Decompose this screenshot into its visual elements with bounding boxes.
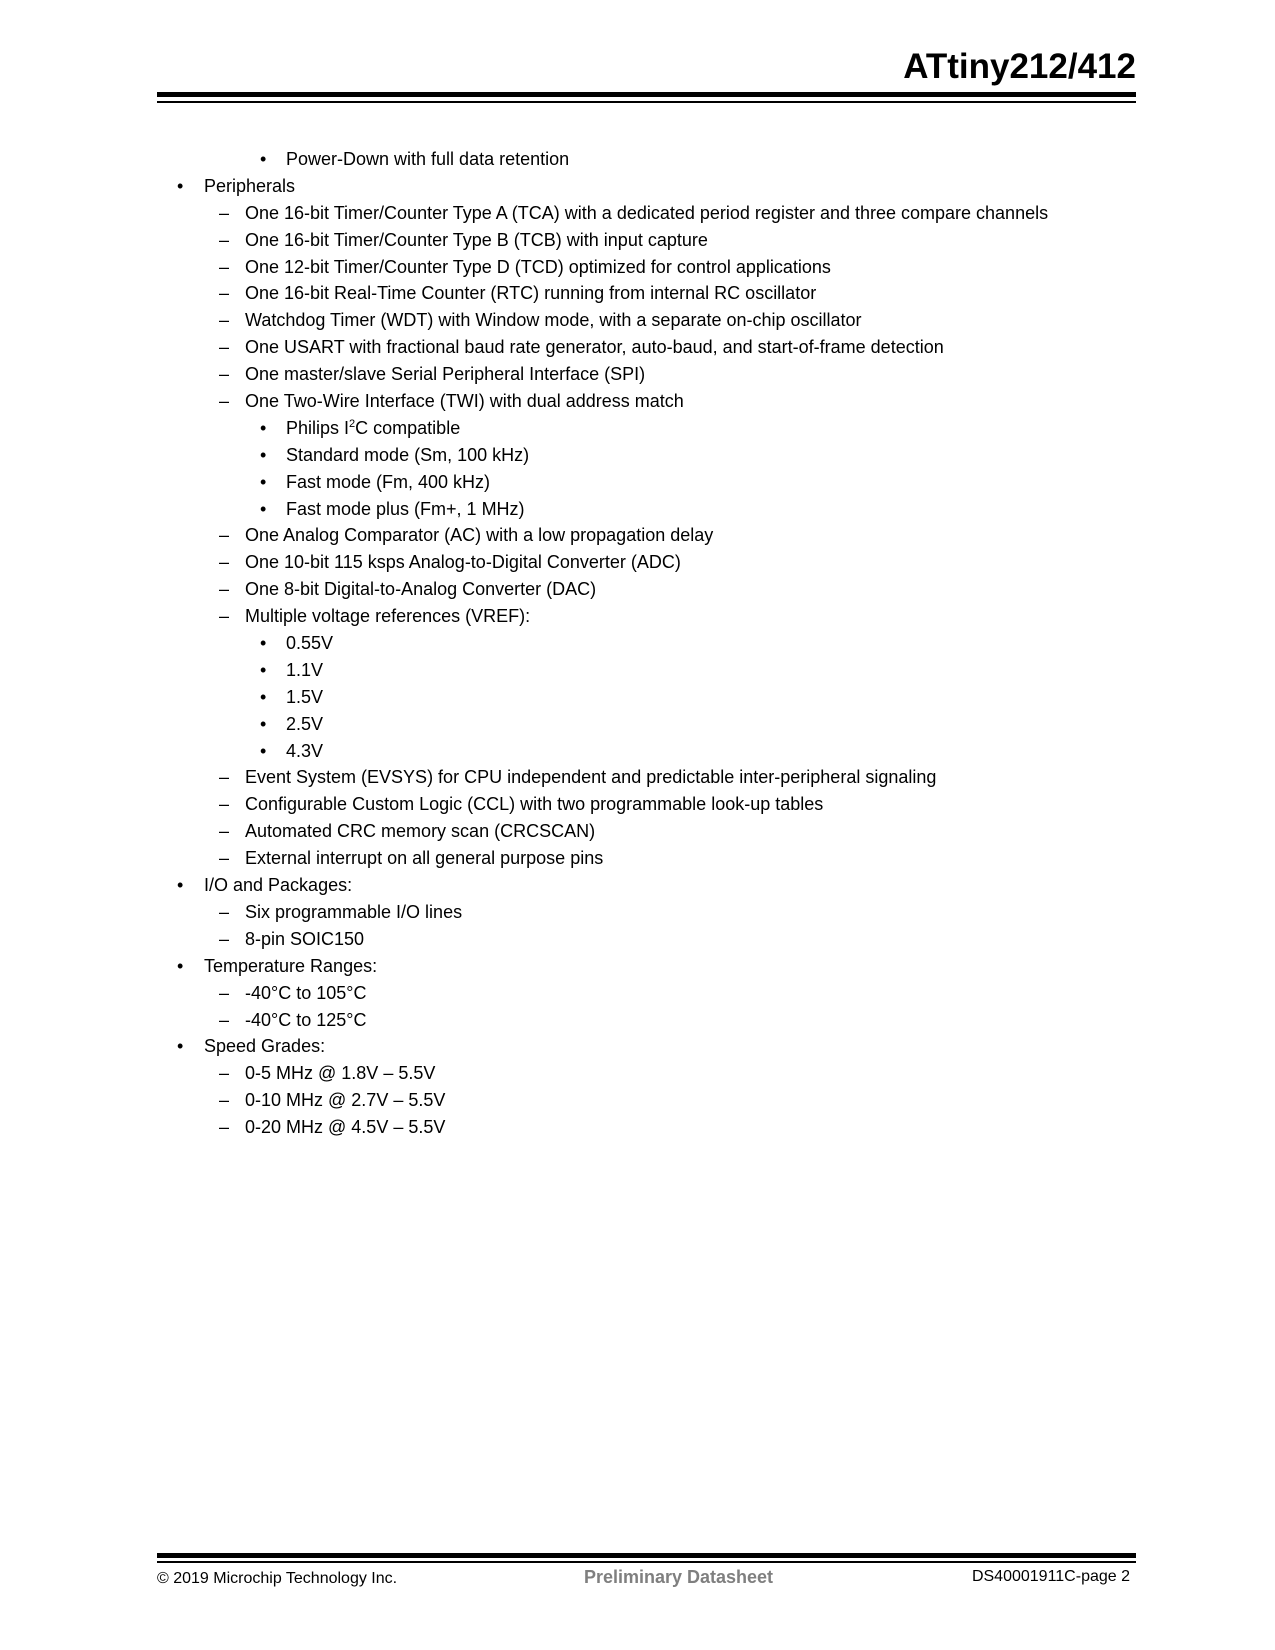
list-item [0,953,1275,980]
list-item [0,1007,1275,1034]
list-item-text: One 16-bit Timer/Counter Type B (TCB) with input capture [245,229,708,250]
list-item-text: One Analog Comparator (AC) with a low propagation delay [245,525,714,546]
list-item-text: Fast mode (Fm, 400 kHz) [286,471,491,492]
bullet-marker: • [260,740,267,761]
bullet-marker: • [260,149,267,169]
list-item-text: 4.3V [286,740,324,761]
list-item [0,684,1275,711]
list-item [0,361,1275,388]
dash-marker: – [219,848,230,869]
bullet-marker: • [260,444,267,465]
list-item-text: Power-Down with full data retention [286,149,570,169]
bullet-marker: • [177,875,184,896]
list-item [0,845,1275,872]
list-item [0,415,1275,442]
list-item-text: One 12-bit Timer/Counter Type D (TCD) optimized for control applications [245,256,831,277]
list-item [0,899,1275,926]
dash-marker: – [219,928,230,949]
list-item [0,469,1275,496]
bullet-marker: • [260,417,267,438]
list-item [0,1033,1275,1060]
dash-marker: – [219,391,230,412]
list-item [0,549,1275,576]
list-item-text: One Two-Wire Interface (TWI) with dual address match [245,391,684,412]
dash-marker: – [219,525,230,546]
list-item [0,146,1275,173]
footer-page-number: DS40001911C-page 2 [971,1568,1130,1585]
list-item [0,254,1275,281]
list-item [0,307,1275,334]
bullet-marker: • [260,633,267,654]
list-item [0,657,1275,684]
list-item [0,603,1275,630]
list-item [0,926,1275,953]
list-item-text: Peripherals [204,175,296,196]
list-item [0,522,1275,549]
list-item [0,334,1275,361]
list-item-text: Watchdog Timer (WDT) with Window mode, with a separate on-chip oscillator [245,310,862,331]
list-item-text: Automated CRC memory scan (CRCSCAN) [245,821,596,842]
list-item-text: 1.1V [286,659,324,680]
dash-marker: – [219,1063,230,1084]
list-item [0,1114,1275,1141]
dash-marker: – [219,552,230,573]
dash-marker: – [219,982,230,1003]
list-item-text: Multiple voltage references (VREF): [245,606,531,627]
footer-document-status: Preliminary Datasheet [583,1567,774,1587]
footer-copyright: © 2019 Microchip Technology Inc. [157,1570,398,1587]
dash-marker: – [219,229,230,250]
list-item [0,791,1275,818]
bullet-marker: • [177,955,184,976]
list-item [0,227,1275,254]
dash-marker: – [219,337,230,358]
bullet-marker: • [177,175,184,196]
list-item-text: External interrupt on all general purpose pins [245,848,604,869]
list-item-text: 0.55V [286,633,334,654]
dash-marker: – [219,901,230,922]
list-item-text: I/O and Packages: [204,875,353,896]
list-item-text: Configurable Custom Logic (CCL) with two programmable look-up tables [245,794,824,815]
list-item-text: Standard mode (Sm, 100 kHz) [286,444,530,465]
list-item-text: Fast mode plus (Fm+, 1 MHz) [286,498,525,519]
dash-marker: – [219,256,230,277]
dash-marker: – [219,283,230,304]
list-item-text: One 8-bit Digital-to-Analog Converter (DAC) [245,579,597,600]
bullet-marker: • [260,659,267,680]
list-item [0,738,1275,765]
list-item [0,442,1275,469]
list-item [0,711,1275,738]
list-item [0,980,1275,1007]
list-item [0,496,1275,523]
list-item [0,173,1275,200]
list-item-text: 2.5V [286,713,324,734]
list-item-text: One USART with fractional baud rate generator, auto-baud, and start-of-frame detection [245,337,944,358]
list-item-text: Temperature Ranges: [204,955,378,976]
list-item [0,576,1275,603]
dash-marker: – [219,202,230,223]
dash-marker: – [219,821,230,842]
feature-list [0,146,1275,1141]
dash-marker: – [219,1009,230,1030]
list-item-text: Philips $I^2C$ compatible [286,417,461,438]
dash-marker: – [219,606,230,627]
dash-marker: – [219,310,230,331]
bullet-marker: • [260,713,267,734]
list-item [0,1060,1275,1087]
list-item-text: 0-20 MHz @ 4.5V – 5.5V [245,1117,446,1138]
list-item-text: One 16-bit Real-Time Counter (RTC) running from internal RC oscillator [245,283,817,304]
footer-rule-thick [157,1553,1136,1558]
header-rule-thick [157,92,1136,97]
list-item [0,1087,1275,1114]
list-item-text: One 10-bit 115 ksps Analog-to-Digital Converter (ADC) [245,552,681,573]
list-item [0,630,1275,657]
list-item-text: One 16-bit Timer/Counter Type A (TCA) with a dedicated period register and three compare channels [245,202,1049,223]
list-item-text: -40°C to 105°C [245,982,367,1003]
dash-marker: – [219,364,230,385]
list-item-text: 0-10 MHz @ 2.7V – 5.5V [245,1090,446,1111]
footer-rule-thin [157,1561,1136,1563]
dash-marker: – [219,1117,230,1138]
list-item-text: 8-pin SOIC150 [245,928,365,949]
list-item [0,818,1275,845]
list-item [0,200,1275,227]
list-item [0,764,1275,791]
list-item [0,280,1275,307]
dash-marker: – [219,794,230,815]
document-title: ATtiny212/412 [903,47,1136,86]
list-item-text: 0-5 MHz @ 1.8V – 5.5V [245,1063,436,1084]
dash-marker: – [219,579,230,600]
list-item [0,872,1275,899]
list-item [0,388,1275,415]
list-item-text: Six programmable I/O lines [245,901,463,922]
header-rule-thin [157,101,1136,103]
list-item-text: Speed Grades: [204,1036,326,1057]
list-item-text: 1.5V [286,686,324,707]
bullet-marker: • [177,1036,184,1057]
dash-marker: – [219,767,230,788]
bullet-marker: • [260,498,267,519]
list-item-text: Event System (EVSYS) for CPU independent and predictable inter-peripheral signaling [245,767,937,788]
dash-marker: – [219,1090,230,1111]
list-item-text: One master/slave Serial Peripheral Interface (SPI) [245,364,646,385]
list-item-text: -40°C to 125°C [245,1009,367,1030]
bullet-marker: • [260,471,267,492]
bullet-marker: • [260,686,267,707]
